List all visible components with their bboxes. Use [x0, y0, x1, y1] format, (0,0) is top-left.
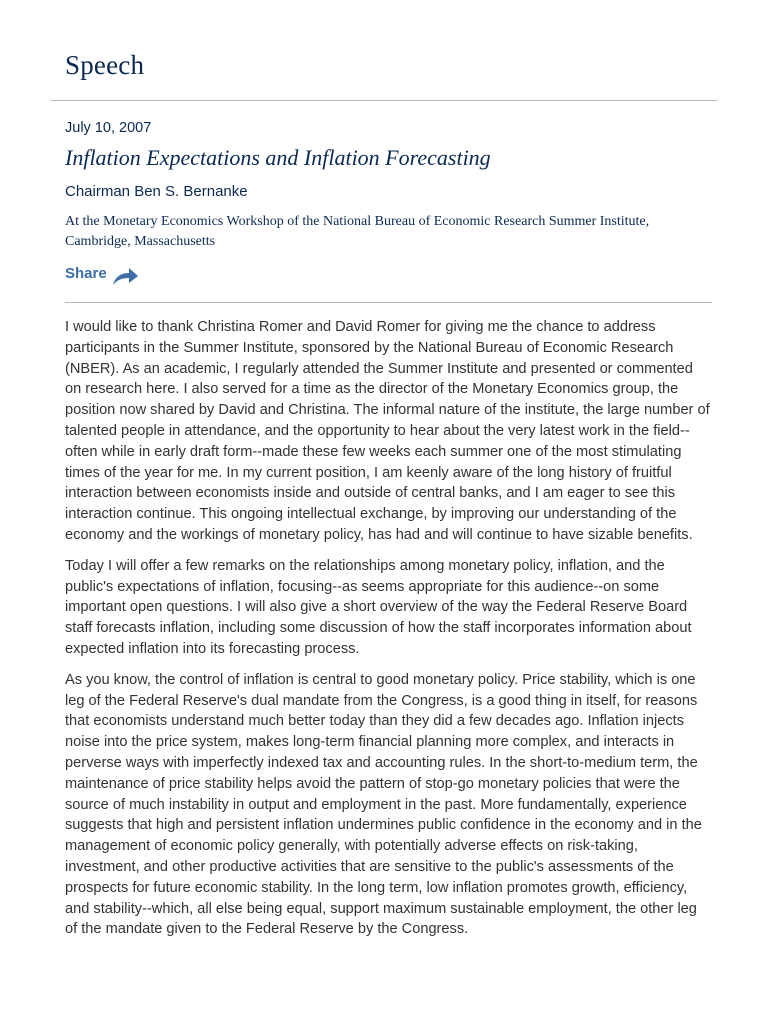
speaker-name: Chairman Ben S. Bernanke [65, 183, 248, 200]
share-label: Share [65, 264, 107, 282]
share-button[interactable] [65, 261, 139, 285]
speech-body [65, 317, 713, 950]
share-arrow-icon [111, 265, 139, 287]
header-divider [51, 100, 717, 101]
speech-date: July 10, 2007 [65, 120, 152, 136]
body-paragraph: I would like to thank Christina Romer and David Romer for giving me the chance to address participants in the Summer Institute, sponsored by the National Bureau of Economic Research (NBER). As an academic, I regularly attended the Summer Institute and presented or commented on research here. I also served for a time as the director of the Monetary Economics group, the position now shared by David and Christina. The informal nature of the institute, the large number of talented people in attendance, and the opportunity to hear about the very latest work in the field--often while in early draft form--made these few weeks each summer one of the most stimulating times of the year for me. In my current position, I am keenly aware of the long history of fruitful interaction between economists inside and outside of central banks, and I am eager to see this interaction continue. This ongoing intellectual exchange, by improving our understanding of the economy and the workings of monetary policy, has had and will continue to have sizable benefits. [65, 319, 710, 543]
content-divider [65, 302, 712, 303]
body-paragraph: As you know, the control of inflation is central to good monetary policy. Price stability, which is one leg of the Federal Reserve's dual mandate from the Congress, is a good thing in itself, for reasons that economists understand much better today than they did a few decades ago. Inflation injects noise into the price system, makes long-term financial planning more complex, and interacts in perverse ways with imperfectly indexed tax and accounting rules. In the short-to-medium term, the maintenance of price stability helps avoid the pattern of stop-go monetary policies that were the source of much instability in output and employment in the past. More fundamentally, experience suggests that high and persistent inflation undermines public confidence in the economy and in the management of economic policy generally, with potentially adverse effects on risk-taking, investment, and other productive activities that are sensitive to the public's assessments of the prospects for future economic stability. In the long term, low inflation promotes growth, efficiency, and stability--which, all else being equal, support maximum sustainable employment, the other leg of the mandate given to the Federal Reserve by the Congress. [65, 671, 702, 938]
speech-title: Inflation Expectations and Inflation Forecasting [65, 145, 491, 170]
body-paragraph: Today I will offer a few remarks on the relationships among monetary policy, inflation, and the public's expectations of inflation, focusing--as seems appropriate for this audience--on some important open questions. I will also give a short overview of the way the Federal Reserve Board staff forecasts inflation, including some discussion of how the staff incorporates information about expected inflation into its forecasting process. [65, 557, 692, 657]
speech-venue: At the Monetary Economics Workshop of the National Bureau of Economic Research Summer Institute, Cambridge, Massachusetts [65, 214, 650, 249]
section-title: Speech [65, 50, 145, 80]
